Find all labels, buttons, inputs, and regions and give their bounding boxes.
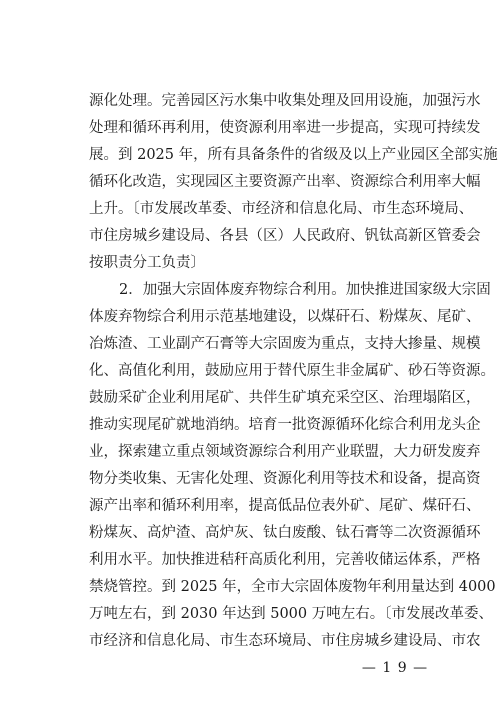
text-line: 源产出率和循环利用率，提高低品位表外矿、尾矿、煤矸石、 xyxy=(89,498,481,514)
text-line: 市经济和信息化局、市生态环境局、市住房城乡建设局、市农 xyxy=(89,633,481,649)
section-heading-line: 2．加强大宗固体废弃物综合利用。加快推进国家级大宗固 xyxy=(119,282,491,298)
text-line: 冶炼渣、工业副产石膏等大宗固废为重点，支持大掺量、规模 xyxy=(89,336,481,352)
text-line: 化、高值化利用，鼓励应用于替代原生非金属矿、砂石等资源。 xyxy=(89,363,495,379)
text-line: 源化处理。完善园区污水集中收集处理及回用设施，加强污水 xyxy=(89,93,481,109)
text-line: 粉煤灰、高炉渣、高炉灰、钛白废酸、钛石膏等二次资源循环 xyxy=(89,525,481,541)
text-line: 禁烧管控。到 2025 年，全市大宗固体废物年利用量达到 4000 xyxy=(89,579,496,595)
text-line: 上升。〔市发展改革委、市经济和信息化局、市生态环境局、 xyxy=(89,201,474,217)
text-line: 物分类收集、无害化处理、资源化利用等技术和设备，提高资 xyxy=(89,471,481,487)
text-line: 业，探索建立重点领域资源综合利用产业联盟，大力研发废弃 xyxy=(89,444,481,460)
page-number: — 1 9 — xyxy=(361,660,429,676)
text-line: 推动实现尾矿就地消纳。培育一批资源循环化综合利用龙头企 xyxy=(89,417,481,433)
text-line: 市住房城乡建设局、各县（区）人民政府、钒钛高新区管委会 xyxy=(89,228,481,244)
text-line: 展。到 2025 年，所有具备条件的省级及以上产业园区全部实施 xyxy=(89,147,498,163)
text-line: 鼓励采矿企业利用尾矿、共伴生矿填充采空区、治理塌陷区， xyxy=(89,390,481,406)
text-line: 利用水平。加快推进秸秆高质化利用，完善收储运体系，严格 xyxy=(89,552,481,568)
text-line: 按职责分工负责〕 xyxy=(89,255,205,271)
text-line: 处理和循环再利用，使资源利用率进一步提高，实现可持续发 xyxy=(89,120,481,136)
text-line: 循环化改造，实现园区主要资源产出率、资源综合利用率大幅 xyxy=(89,174,481,190)
text-line: 体废弃物综合利用示范基地建设，以煤矸石、粉煤灰、尾矿、 xyxy=(89,309,481,325)
text-line: 万吨左右，到 2030 年达到 5000 万吨左右。〔市发展改革委、 xyxy=(89,606,493,622)
